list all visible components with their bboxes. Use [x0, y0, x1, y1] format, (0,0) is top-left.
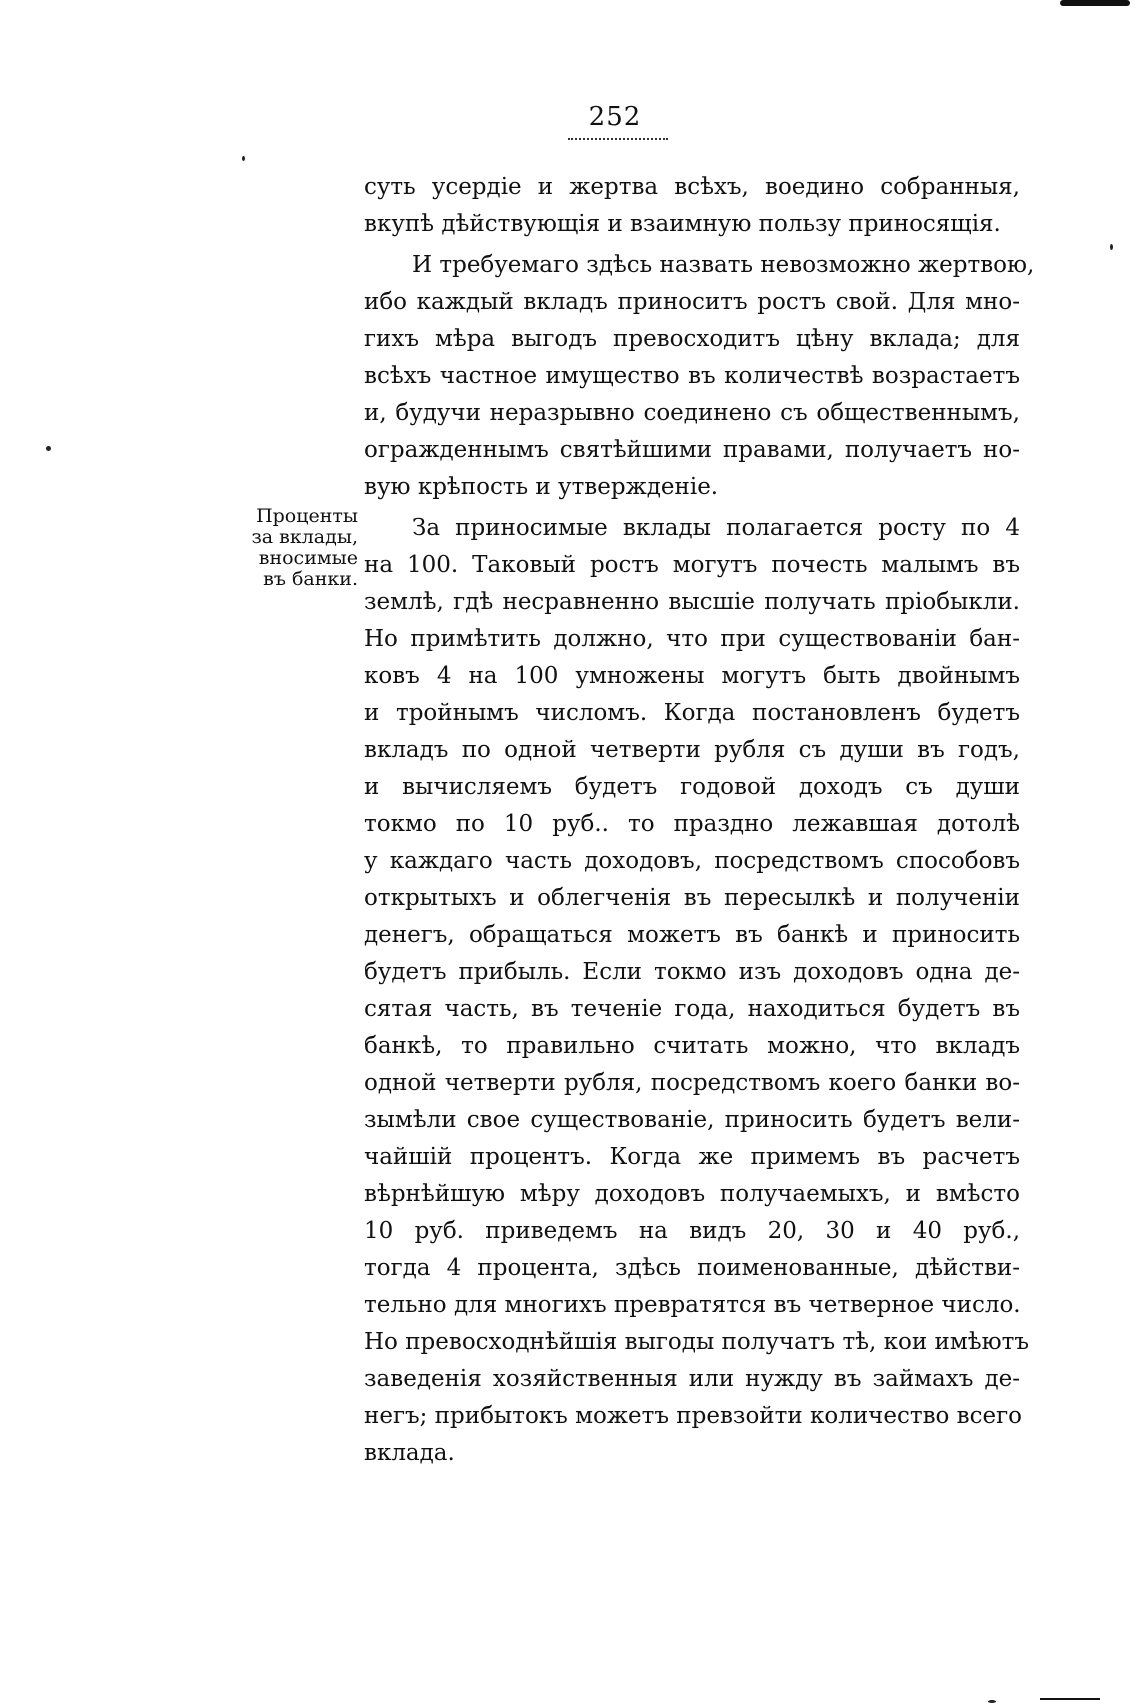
text-line: суть усердіе и жертва всѣхъ, воедино собранныя, [364, 174, 1020, 200]
text-line: ибо каждый вкладъ приноситъ ростъ свой. Для мно- [364, 289, 1020, 315]
text-line: Но превосходнѣйшія выгоды получатъ тѣ, кои имѣютъ [364, 1329, 1030, 1355]
scan-speck [988, 1700, 996, 1703]
text-line: и, будучи неразрывно соединено съ общественнымъ, [364, 400, 1020, 426]
text-line: И требуемаго здѣсь назвать невозможно жертвою, [412, 252, 1035, 278]
scan-edge-mark [1040, 1698, 1100, 1700]
text-line: одной четверти рубля, посредствомъ коего банки во- [364, 1070, 1020, 1096]
text-line: токмо по 10 руб.. то праздно лежавшая дотолѣ [364, 811, 1020, 837]
text-line: вклада. [364, 1440, 455, 1466]
text-line: заведенія хозяйственныя или нужду въ займахъ де- [364, 1366, 1020, 1392]
text-line: банкѣ, то правильно считать можно, что вкладъ [364, 1033, 1020, 1059]
scan-speck [242, 156, 245, 161]
text-line: За приносимые вклады полагается росту по 4 [412, 515, 1020, 541]
text-line: зымѣли свое существованіе, приносить будетъ вели- [364, 1107, 1020, 1133]
text-line: землѣ, гдѣ несравненно высшіе получать пріобыкли. [364, 589, 1020, 615]
text-line: вѣрнѣйшую мѣру доходовъ получаемыхъ, и вмѣсто [364, 1181, 1020, 1207]
text-line: Но примѣтить должно, что при существованіи бан- [364, 626, 1020, 652]
text-line: и вычисляемъ будетъ годовой доходъ съ души [364, 774, 1020, 800]
margin-note-line: Проценты [256, 505, 358, 527]
text-line: гихъ мѣра выгодъ превосходитъ цѣну вклада; для [364, 326, 1020, 352]
scan-speck [46, 446, 51, 451]
margin-note-line: за вклады, [251, 526, 358, 548]
text-line: и тройнымъ числомъ. Когда постановленъ будетъ [364, 700, 1020, 726]
text-line: на 100. Таковый ростъ могутъ почесть малымъ въ [364, 552, 1020, 578]
text-line: негъ; прибытокъ можетъ превзойти количество всего [364, 1403, 1023, 1429]
text-line: всѣхъ частное имущество въ количествѣ возрастаетъ [364, 363, 1020, 389]
text-line: ковъ 4 на 100 умножены могутъ быть двойнымъ [364, 663, 1020, 689]
text-line: сятая часть, въ теченіе года, находиться будетъ въ [364, 996, 1020, 1022]
text-line: вкупѣ дѣйствующія и взаимную пользу приносящія. [364, 211, 1001, 237]
margin-note-line: вносимые [258, 547, 358, 569]
text-line: огражденнымъ святѣйшими правами, получаетъ но- [364, 437, 1020, 463]
text-line: чайшій процентъ. Когда же примемъ въ расчетъ [364, 1144, 1020, 1170]
scan-speck [1110, 244, 1113, 250]
page-number: 252 [588, 102, 642, 132]
text-line: 10 руб. приведемъ на видъ 20, 30 и 40 руб., [364, 1218, 1020, 1244]
text-line: у каждаго часть доходовъ, посредствомъ способовъ [364, 848, 1020, 874]
text-line: денегъ, обращаться можетъ въ банкѣ и приносить [364, 922, 1020, 948]
text-line: вую крѣпость и утвержденіе. [364, 474, 719, 500]
text-line: тогда 4 процента, здѣсь поименованные, дѣйстви- [364, 1255, 1020, 1281]
text-line: будетъ прибыль. Если токмо изъ доходовъ одна де- [364, 959, 1020, 985]
text-line: тельно для многихъ превратятся въ четверное число. [364, 1292, 1021, 1318]
margin-note-line: въ банки. [263, 568, 358, 590]
text-line: вкладъ по одной четверти рубля съ души въ годъ, [364, 737, 1020, 763]
text-line: открытыхъ и облегченія въ пересылкѣ и полученіи [364, 885, 1020, 911]
scan-edge-mark [1060, 0, 1130, 6]
